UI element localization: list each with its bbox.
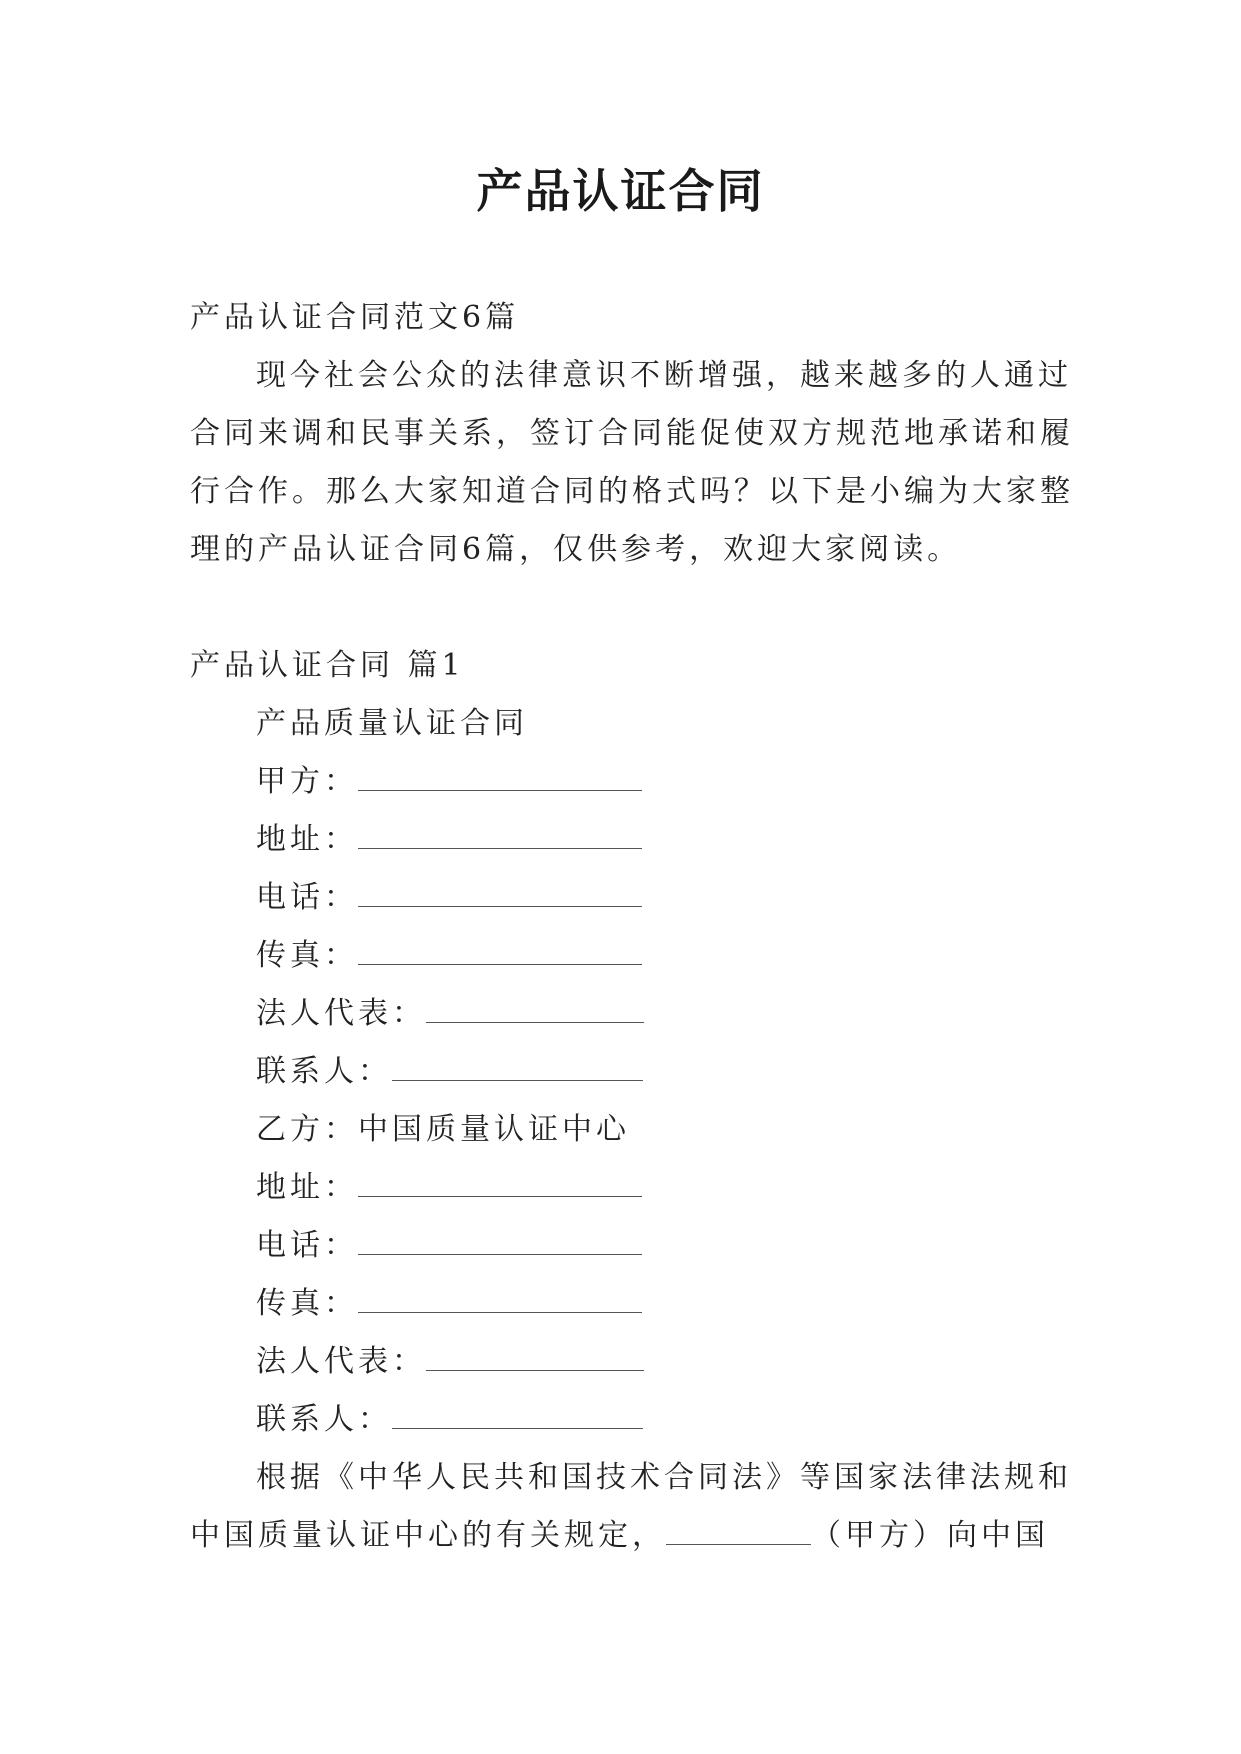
party-b-contact-label: 联系人： [256,1402,392,1437]
party-b-phone-blank [358,1230,642,1255]
party-b-contact-row [256,1400,643,1440]
party-b-fax-row [256,1284,642,1324]
party-a-blank [358,766,642,791]
party-b-phone-row [256,1226,642,1266]
party-b-address-label: 地址： [256,1170,358,1205]
party-a-contact-row [256,1052,643,1092]
body-line-1: 根据《中华人民共和国技术合同法》等国家法律法规和 [256,1460,1072,1495]
party-a-legal-rep-row [256,994,644,1034]
party-a-legal-rep-label: 法人代表： [256,996,426,1031]
party-b-legal-rep-row [256,1342,644,1382]
section1-heading: 产品认证合同 篇1 [190,648,465,683]
party-a-phone-row [256,878,642,918]
party-a-row [256,762,642,802]
body-line-2-blank [666,1520,811,1545]
party-b-phone-label: 电话： [256,1228,358,1263]
party-a-phone-label: 电话： [256,880,358,915]
intro-line-1: 现今社会公众的法律意识不断增强，越来越多的人通过 [256,358,1072,393]
party-a-address-blank [358,824,642,849]
party-b-name: 中国质量认证中心 [358,1112,630,1147]
party-b-fax-blank [358,1288,642,1313]
body-line-2-end: （甲方）向中国 [811,1518,1049,1553]
intro-line-4: 理的产品认证合同6篇，仅供参考，欢迎大家阅读。 [190,532,962,567]
party-a-fax-label: 传真： [256,938,358,973]
intro-line-3: 行合作。那么大家知道合同的格式吗？以下是小编为大家整 [190,474,1074,509]
party-b-legal-rep-blank [426,1346,644,1371]
party-a-address-row [256,820,642,860]
party-a-fax-row [256,936,642,976]
party-b-contact-blank [392,1404,643,1429]
party-b-legal-rep-label: 法人代表： [256,1344,426,1379]
contract-title: 产品质量认证合同 [256,706,528,741]
party-a-label: 甲方： [256,764,358,799]
intro-heading: 产品认证合同范文6篇 [190,300,520,335]
party-a-contact-blank [392,1056,643,1081]
body-line-2-start: 中国质量认证中心的有关规定， [190,1518,666,1553]
body-line-2 [190,1516,1049,1556]
party-b-address-blank [358,1172,642,1197]
party-a-phone-blank [358,882,642,907]
document-title: 产品认证合同 [476,164,765,218]
party-a-legal-rep-blank [426,998,644,1023]
party-b-row [256,1110,630,1150]
party-b-label: 乙方： [256,1112,358,1147]
party-a-fax-blank [358,940,642,965]
party-a-contact-label: 联系人： [256,1054,392,1089]
intro-line-2: 合同来调和民事关系，签订合同能促使双方规范地承诺和履 [190,416,1074,451]
party-b-fax-label: 传真： [256,1286,358,1321]
party-b-address-row [256,1168,642,1208]
party-a-address-label: 地址： [256,822,358,857]
